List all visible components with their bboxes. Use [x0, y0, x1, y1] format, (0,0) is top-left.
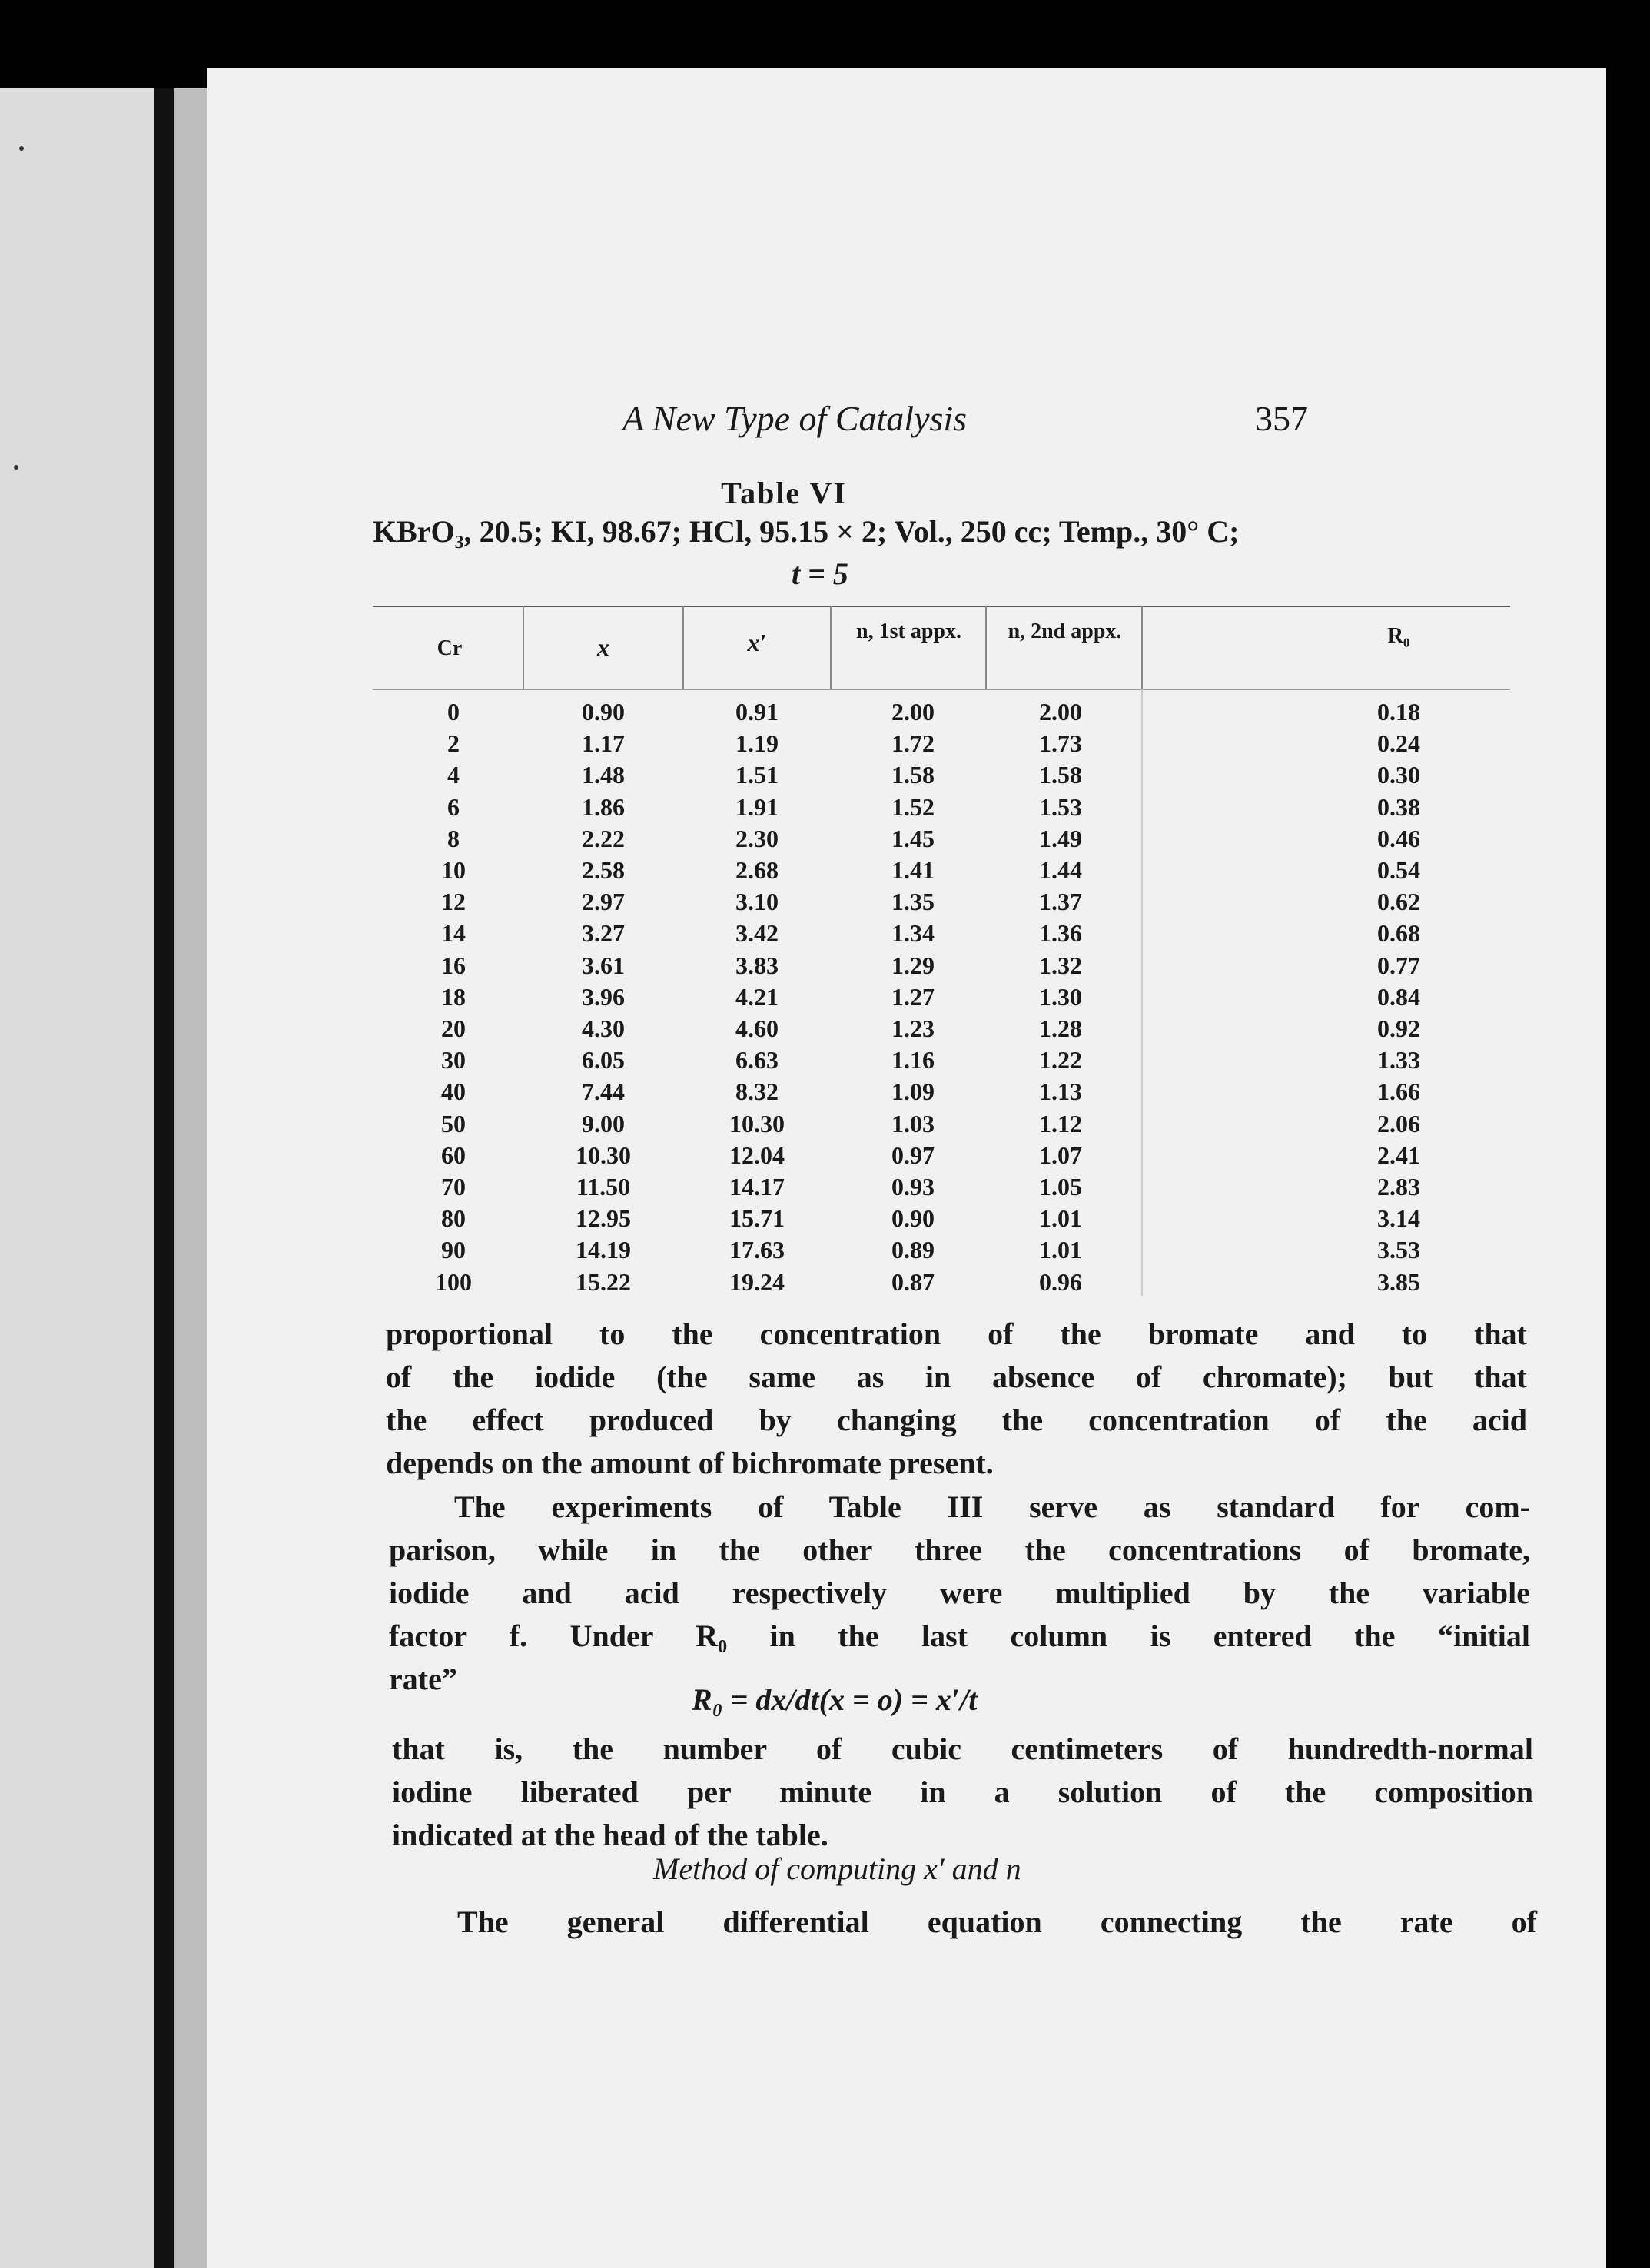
- table-cell: 1.53: [1039, 792, 1082, 821]
- table-cell: 2.58: [582, 856, 625, 884]
- table-cell: 14.17: [729, 1173, 785, 1200]
- table-cell: 18: [441, 982, 466, 1011]
- col-divider: [1141, 689, 1143, 1296]
- table-cell: 3.27: [582, 919, 625, 948]
- table-cell: 9.00: [582, 1109, 625, 1137]
- table-cell: 1.09: [891, 1078, 935, 1106]
- table-cell: 14.19: [576, 1236, 631, 1264]
- col-header-x: x: [597, 633, 609, 661]
- table-cell: 1.51: [735, 761, 779, 789]
- table-cell: 100: [435, 1267, 472, 1296]
- table-cell: 1.23: [891, 1014, 935, 1042]
- table-cell: 0.93: [891, 1173, 935, 1200]
- text-line: iodide and acid respectively were multiplied by the variable: [389, 1576, 1530, 1610]
- table-cell: 10.30: [576, 1141, 631, 1169]
- speck: [19, 146, 24, 151]
- table-cell: 6.05: [582, 1046, 625, 1074]
- col-header-n-2nd: n, 2nd appx.: [1008, 619, 1122, 643]
- table-cell: 4.30: [582, 1014, 625, 1042]
- table-cell: 2.22: [582, 824, 625, 852]
- facing-page: [0, 88, 154, 2268]
- table-cell: 1.16: [891, 1046, 935, 1074]
- table-cell: 1.29: [891, 951, 935, 979]
- text-line: factor f. Under R₀ in the last column is entered the “initial: [389, 1619, 1530, 1653]
- table-cell: 1.52: [891, 792, 935, 821]
- col-divider: [985, 606, 987, 689]
- table-cell: 15.22: [576, 1267, 631, 1296]
- table-cell: 12.95: [576, 1204, 631, 1233]
- table-title: Table VI: [721, 476, 847, 510]
- table-cell: 1.01: [1039, 1204, 1082, 1233]
- table-cell: 1.05: [1039, 1173, 1082, 1200]
- table-cell: 17.63: [729, 1236, 785, 1264]
- table-cell: 3.83: [735, 951, 779, 979]
- table-cell: 1.30: [1039, 982, 1082, 1011]
- table-cell: 0.68: [1377, 919, 1420, 948]
- table-cell: 0.62: [1377, 888, 1420, 916]
- table-cell: 1.01: [1039, 1236, 1082, 1264]
- table-cell: 90: [441, 1236, 466, 1264]
- table-cell: 1.13: [1039, 1078, 1082, 1106]
- table-cell: 70: [441, 1173, 466, 1200]
- table-cell: 1.44: [1039, 856, 1082, 884]
- paragraph-1: [386, 1313, 1527, 1485]
- table-cell: 1.03: [891, 1109, 935, 1137]
- table-cell: 0.84: [1377, 982, 1420, 1011]
- col-header-cr: Cr: [437, 636, 463, 660]
- table-cell: 1.58: [1039, 761, 1082, 789]
- table-cell: 1.33: [1377, 1046, 1420, 1074]
- speck: [14, 465, 18, 470]
- table-cell: 1.19: [735, 729, 779, 758]
- table-cell: 8.32: [735, 1078, 779, 1106]
- table-cell: 2.68: [735, 856, 779, 884]
- table-cell: 6: [447, 792, 460, 821]
- col-header-x-prime: x′: [747, 629, 767, 656]
- table-cell: 3.61: [582, 951, 625, 979]
- table-cell: 1.34: [891, 919, 935, 948]
- book-spine: [154, 88, 174, 2268]
- table-cell: 2.00: [1039, 698, 1082, 726]
- table-cell: 0.30: [1377, 761, 1420, 789]
- table-cell: 1.41: [891, 856, 935, 884]
- paragraph-2: [389, 1486, 1530, 1701]
- text-line: depends on the amount of bichromate present.: [386, 1446, 994, 1480]
- table-cell: 4.21: [735, 982, 779, 1011]
- table-cell: 2.06: [1377, 1109, 1420, 1137]
- table-cell: 0.38: [1377, 792, 1420, 821]
- table-cell: 3.85: [1377, 1267, 1420, 1296]
- table-cell: 1.58: [891, 761, 935, 789]
- text-line: The general differential equation connecting the rate of: [457, 1904, 1537, 1939]
- table-cell: 1.91: [735, 792, 779, 821]
- table-header-rule: [373, 689, 1510, 690]
- table-cell: 50: [441, 1109, 466, 1137]
- table-cell: 0.91: [735, 698, 779, 726]
- table-cell: 2.83: [1377, 1173, 1420, 1200]
- table-cell: 1.17: [582, 729, 625, 758]
- text-line: the effect produced by changing the concentration of the acid: [386, 1403, 1527, 1437]
- table-cell: 1.07: [1039, 1141, 1082, 1169]
- table-cell: 12: [441, 888, 466, 916]
- table-cell: 2: [447, 729, 460, 758]
- table-cell: 2.41: [1377, 1141, 1420, 1169]
- table-cell: 1.36: [1039, 919, 1082, 948]
- text-line: indicated at the head of the table.: [392, 1818, 828, 1852]
- table-cell: 0.92: [1377, 1014, 1420, 1042]
- table-cell: 7.44: [582, 1078, 625, 1106]
- table-cell: 12.04: [729, 1141, 785, 1169]
- table-cell: 1.72: [891, 729, 935, 758]
- table-cell: 0.96: [1039, 1267, 1082, 1296]
- equation: R₀ = dx/dt(x = o) = x′/t: [692, 1682, 978, 1717]
- table-cell: 40: [441, 1078, 466, 1106]
- table-cell: 10.30: [729, 1109, 785, 1137]
- table-cell: 1.27: [891, 982, 935, 1011]
- col-divider: [1141, 606, 1143, 689]
- table-cell: 2.30: [735, 824, 779, 852]
- section-subheading: Method of computing x′ and n: [653, 1851, 1021, 1886]
- running-title: A New Type of Catalysis: [622, 399, 968, 438]
- table-cell: 4.60: [735, 1014, 779, 1042]
- text-line: rate”: [389, 1662, 457, 1696]
- book-page: [207, 68, 1606, 2268]
- table-cell: 1.37: [1039, 888, 1082, 916]
- table-cell: 20: [441, 1014, 466, 1042]
- table-cell: 0: [447, 698, 460, 726]
- table-cell: 3.96: [582, 982, 625, 1011]
- text-line: of the iodide (the same as in absence of chromate); but that: [386, 1360, 1527, 1394]
- table-cell: 3.10: [735, 888, 779, 916]
- table-cell: 8: [447, 824, 460, 852]
- table-cell: 10: [441, 856, 466, 884]
- text-line: that is, the number of cubic centimeters of hundredth-normal: [392, 1732, 1533, 1766]
- table-cell: 0.90: [582, 698, 625, 726]
- table-cell: 1.66: [1377, 1078, 1420, 1106]
- table-cell: 0.18: [1377, 698, 1420, 726]
- table-cell: 1.28: [1039, 1014, 1082, 1042]
- table-cell: 0.97: [891, 1141, 935, 1169]
- table-cell: 0.24: [1377, 729, 1420, 758]
- table-cell: 0.90: [891, 1204, 935, 1233]
- text-line: proportional to the concentration of the bromate and to that: [386, 1317, 1527, 1351]
- table-cell: 1.86: [582, 792, 625, 821]
- paragraph-4: [392, 1901, 1537, 1944]
- table-top-rule: [373, 606, 1510, 607]
- table-cell: 2.00: [891, 698, 935, 726]
- table-cell: 3.53: [1377, 1236, 1420, 1264]
- table-cell: 0.87: [891, 1267, 935, 1296]
- table-cell: 11.50: [576, 1173, 631, 1200]
- table-cell: 60: [441, 1141, 466, 1169]
- table-cell: 1.73: [1039, 729, 1082, 758]
- table-t-value: t = 5: [792, 556, 848, 591]
- table-cell: 30: [441, 1046, 466, 1074]
- table-cell: 1.49: [1039, 824, 1082, 852]
- col-header-n-1st: n, 1st appx.: [856, 619, 961, 643]
- text-line: iodine liberated per minute in a solution of the composition: [392, 1775, 1533, 1809]
- table-cell: 6.63: [735, 1046, 779, 1074]
- table-cell: 1.12: [1039, 1109, 1082, 1137]
- table-cell: 1.22: [1039, 1046, 1082, 1074]
- page-gutter: [174, 88, 207, 2268]
- col-divider: [830, 606, 832, 689]
- table-cell: 2.97: [582, 888, 625, 916]
- page-number: 357: [1255, 399, 1308, 438]
- table-cell: 1.32: [1039, 951, 1082, 979]
- col-divider: [682, 606, 684, 689]
- col-header-r0: R₀: [1387, 624, 1410, 648]
- table-cell: 1.48: [582, 761, 625, 789]
- table-cell: 0.54: [1377, 856, 1420, 884]
- table-cell: 14: [441, 919, 466, 948]
- paragraph-3: [392, 1728, 1533, 1857]
- running-head: [207, 398, 1606, 444]
- table-cell: 16: [441, 951, 466, 979]
- table-conditions: KBrO₃, 20.5; KI, 98.67; HCl, 95.15 × 2; Vol., 250 cc; Temp., 30° C;: [373, 514, 1240, 549]
- table-cell: 1.35: [891, 888, 935, 916]
- table-cell: 3.14: [1377, 1204, 1420, 1233]
- table-cell: 19.24: [729, 1267, 785, 1296]
- table-cell: 0.77: [1377, 951, 1420, 979]
- table-cell: 80: [441, 1204, 466, 1233]
- table-cell: 15.71: [729, 1204, 785, 1233]
- text-line: The experiments of Table III serve as standard for com-: [454, 1489, 1530, 1524]
- table-cell: 0.89: [891, 1236, 935, 1264]
- col-divider: [523, 606, 524, 689]
- table-cell: 4: [447, 761, 460, 789]
- table-cell: 1.45: [891, 824, 935, 852]
- table-cell: 0.46: [1377, 824, 1420, 852]
- table-cell: 3.42: [735, 919, 779, 948]
- text-line: parison, while in the other three the concentrations of bromate,: [389, 1532, 1530, 1567]
